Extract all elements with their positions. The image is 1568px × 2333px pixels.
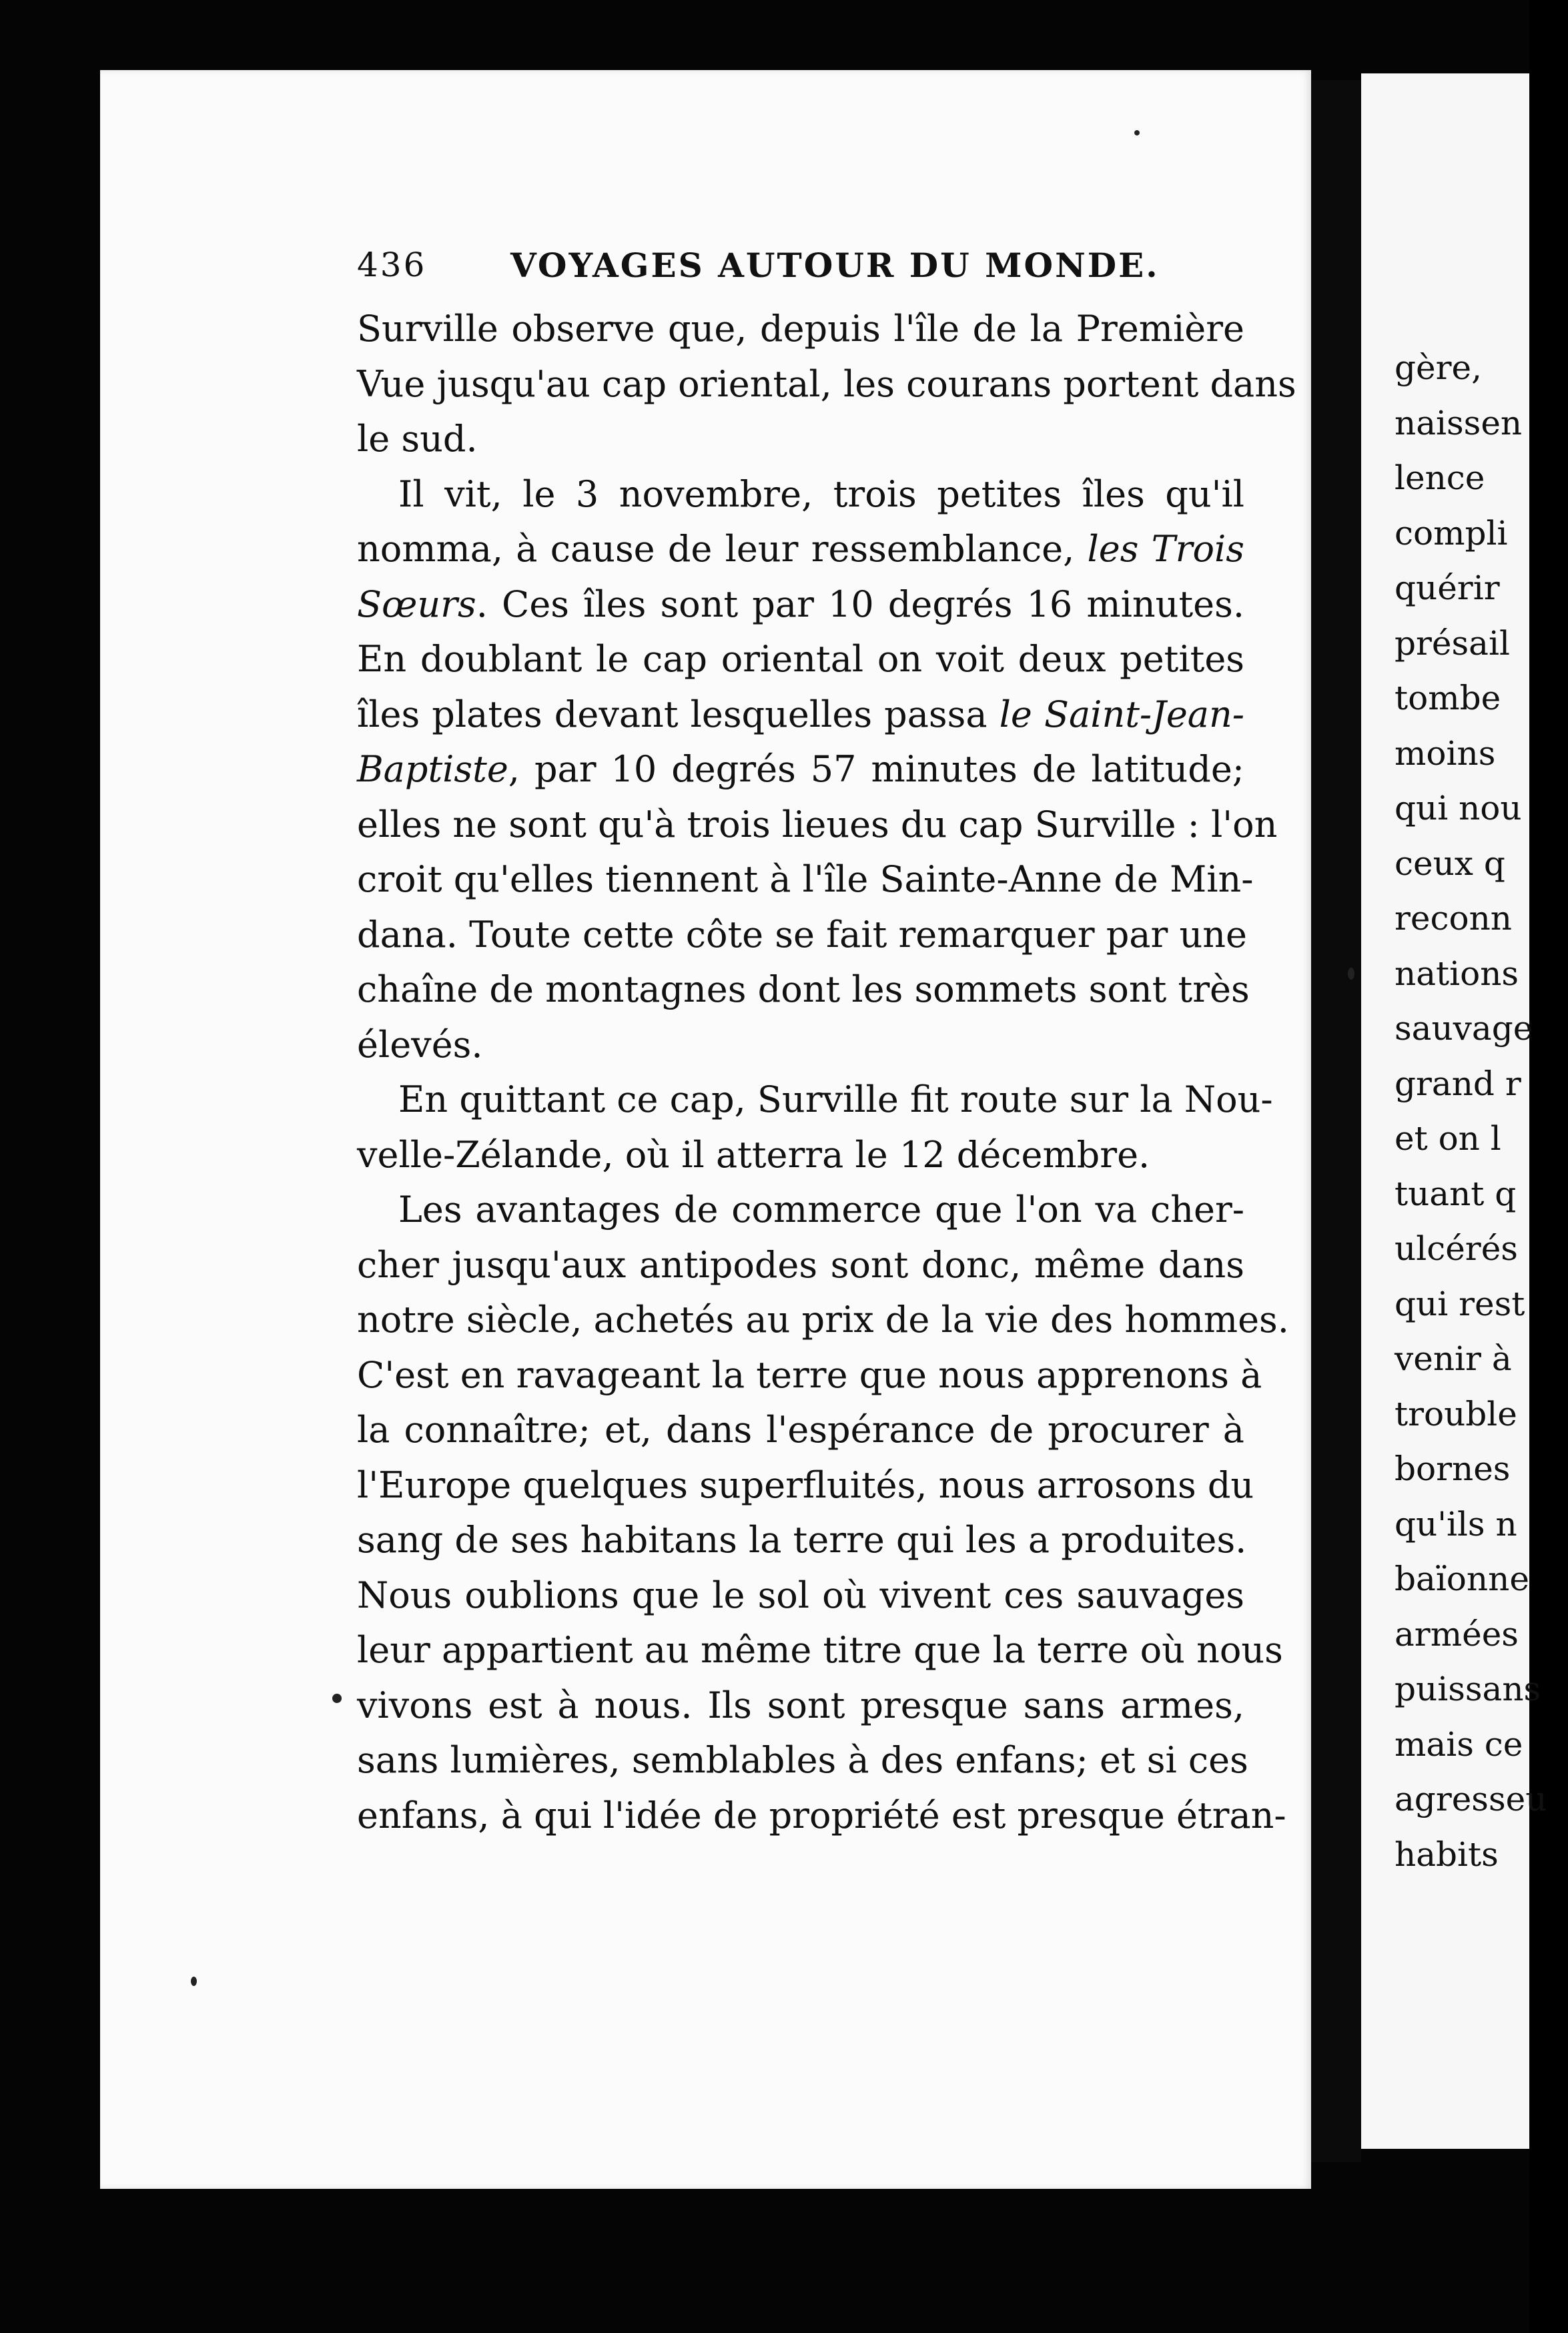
text-segment: l'Europe quelques superfluités, nous arrosons du bbox=[357, 1463, 1254, 1506]
text-line bbox=[357, 962, 1250, 1018]
text-segment: vivons est à nous. Ils sont presque sans armes, bbox=[357, 1684, 1244, 1726]
text-segment: elles ne sont qu'à trois lieues du cap Surville : l'on bbox=[357, 803, 1278, 846]
text-line bbox=[357, 1733, 1248, 1788]
right-page-line: agresseu bbox=[1395, 1780, 1547, 1818]
text-segment: . Ces îles sont par 10 degrés 16 minutes. bbox=[476, 583, 1244, 625]
right-page-line: venir à bbox=[1395, 1339, 1512, 1378]
text-line bbox=[357, 742, 1244, 797]
text-line bbox=[357, 1072, 1273, 1128]
text-segment: En quittant ce cap, Surville fit route sur la Nou- bbox=[398, 1078, 1273, 1120]
text-line bbox=[357, 1568, 1244, 1624]
running-head bbox=[357, 246, 1244, 286]
right-page-line: puissans bbox=[1395, 1670, 1541, 1708]
text-segment: enfans, à qui l'idée de propriété est presque étran- bbox=[357, 1794, 1286, 1837]
right-page-line: baïonne bbox=[1395, 1560, 1529, 1598]
right-page-line: grand r bbox=[1395, 1064, 1521, 1103]
text-line bbox=[357, 1348, 1262, 1403]
ink-speck bbox=[191, 1977, 197, 1986]
text-segment: îles plates devant lesquelles passa bbox=[357, 693, 1000, 735]
right-page-line: qui rest bbox=[1395, 1284, 1525, 1323]
text-line bbox=[357, 1788, 1286, 1844]
page-number: 436 bbox=[357, 246, 427, 284]
text-line bbox=[357, 522, 1244, 577]
right-page-line: habits bbox=[1395, 1835, 1499, 1874]
text-segment: velle-Zélande, où il atterra le 12 décembre. bbox=[357, 1133, 1150, 1176]
right-page-line: qui nou bbox=[1395, 789, 1522, 827]
text-line bbox=[357, 1183, 1244, 1238]
text-segment: Nous oublions que le sol où vivent ces sauvages bbox=[357, 1574, 1244, 1616]
text-segment: Il vit, le 3 novembre, trois petites îles qu'il bbox=[398, 472, 1244, 515]
text-line bbox=[357, 1403, 1244, 1458]
right-page-line: compli bbox=[1395, 513, 1508, 553]
right-page-line: ceux q bbox=[1395, 844, 1505, 883]
right-page-line: trouble bbox=[1395, 1394, 1517, 1433]
right-page-line: présail bbox=[1395, 623, 1510, 663]
right-page-line: ulcérés bbox=[1395, 1229, 1518, 1268]
text-segment: dana. Toute cette côte se fait remarquer par une bbox=[357, 913, 1247, 956]
text-segment: sans lumières, semblables à des enfans; et si ces bbox=[357, 1739, 1248, 1781]
right-page-line: moins bbox=[1395, 733, 1496, 773]
right-page-line: et on l bbox=[1395, 1119, 1501, 1158]
text-segment: croit qu'elles tiennent à l'île Sainte-Anne de Min- bbox=[357, 858, 1254, 900]
text-segment: notre siècle, achetés au prix de la vie des hommes. bbox=[357, 1299, 1289, 1341]
right-page-text bbox=[1395, 340, 1568, 1882]
text-line bbox=[357, 1238, 1244, 1293]
text-segment: la connaître; et, dans l'espérance de procurer à bbox=[357, 1409, 1244, 1451]
text-line bbox=[357, 302, 1244, 357]
right-page-line: nations bbox=[1395, 954, 1519, 993]
running-head-title: VOYAGES AUTOUR DU MONDE. bbox=[510, 246, 1160, 285]
text-segment: nomma, à cause de leur ressemblance, bbox=[357, 528, 1088, 570]
text-line bbox=[357, 852, 1254, 908]
text-line bbox=[357, 577, 1244, 633]
right-page-line: bornes bbox=[1395, 1449, 1511, 1488]
italic-text: le Saint-Jean- bbox=[999, 693, 1244, 735]
text-line bbox=[357, 1018, 1244, 1073]
right-page-line: armées bbox=[1395, 1614, 1519, 1654]
right-page-line: lence bbox=[1395, 458, 1485, 497]
text-line bbox=[357, 1513, 1247, 1568]
text-line bbox=[357, 1678, 1244, 1734]
italic-text: les Trois bbox=[1087, 528, 1244, 570]
right-page-line: gère, bbox=[1395, 348, 1482, 387]
ink-speck bbox=[332, 1694, 342, 1703]
text-segment: leur appartient au même titre que la terre où nous bbox=[357, 1629, 1283, 1671]
ink-speck bbox=[1348, 968, 1354, 980]
text-line bbox=[357, 412, 1244, 467]
italic-text: Sœurs bbox=[357, 583, 476, 625]
right-page-line: qu'ils n bbox=[1395, 1504, 1517, 1544]
right-page bbox=[1361, 73, 1547, 2149]
text-line bbox=[357, 797, 1278, 853]
text-line bbox=[357, 467, 1244, 523]
body-text bbox=[357, 302, 1296, 1843]
text-segment: Vue jusqu'au cap oriental, les courans portent dans bbox=[357, 362, 1296, 405]
text-line bbox=[357, 1293, 1289, 1348]
text-segment: élevés. bbox=[357, 1023, 483, 1066]
text-line bbox=[357, 1458, 1254, 1514]
text-line bbox=[357, 632, 1244, 687]
text-line bbox=[357, 1128, 1244, 1183]
text-line bbox=[357, 1623, 1283, 1678]
italic-text: Baptiste bbox=[357, 748, 508, 790]
text-segment: cher jusqu'aux antipodes sont donc, même dans bbox=[357, 1243, 1244, 1286]
text-line bbox=[357, 357, 1296, 412]
book-gutter bbox=[1311, 80, 1361, 2162]
text-segment: Surville observe que, depuis l'île de la Première bbox=[357, 308, 1244, 350]
right-page-line: quérir bbox=[1395, 569, 1500, 607]
text-segment: C'est en ravageant la terre que nous apprenons à bbox=[357, 1353, 1262, 1396]
right-page-line: tombe bbox=[1395, 679, 1501, 717]
text-segment: sang de ses habitans la terre qui les a produites. bbox=[357, 1519, 1247, 1561]
ink-speck bbox=[1134, 130, 1140, 135]
text-segment: Les avantages de commerce que l'on va cher- bbox=[398, 1189, 1244, 1231]
right-page-line: reconn bbox=[1395, 899, 1513, 938]
text-line bbox=[357, 687, 1244, 743]
right-page-line: sauvage bbox=[1395, 1009, 1533, 1048]
text-line bbox=[357, 908, 1247, 963]
right-page-line: naissen bbox=[1395, 403, 1523, 442]
text-segment: , par 10 degrés 57 minutes de latitude; bbox=[508, 748, 1244, 790]
text-segment: chaîne de montagnes dont les sommets sont très bbox=[357, 968, 1250, 1010]
right-page-line: mais ce bbox=[1395, 1724, 1523, 1764]
text-segment: le sud. bbox=[357, 418, 478, 460]
text-segment: En doublant le cap oriental on voit deux petites bbox=[357, 638, 1244, 680]
right-page-line: tuant q bbox=[1395, 1174, 1517, 1213]
